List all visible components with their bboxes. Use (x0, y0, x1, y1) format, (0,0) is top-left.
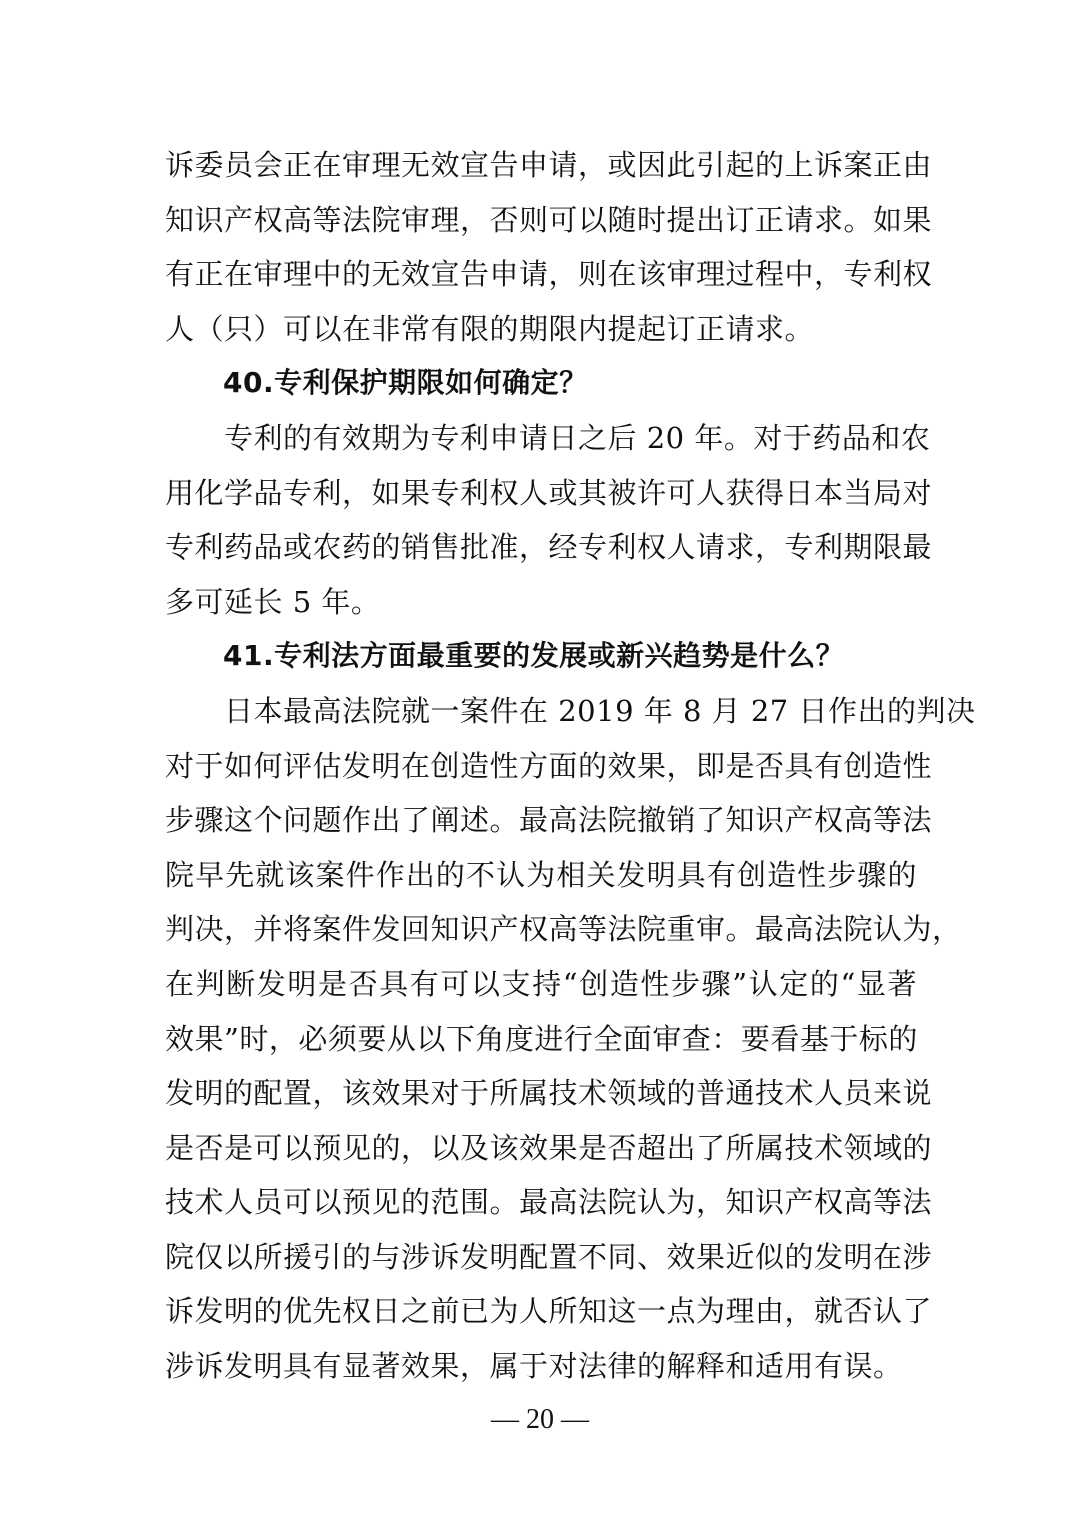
text-line: 日本最高法院就一案件在 2019 年 8 月 27 日作出的判决 (165, 693, 976, 728)
section-heading-41: 41.专利法方面最重要的发展或新兴趋势是什么？ (223, 639, 845, 673)
paragraph-1 (165, 138, 933, 356)
page-number: — 20 — (491, 1404, 589, 1435)
text-line: 人（只）可以在非常有限的期限内提起订正请求。 (165, 311, 815, 346)
text-line: 专利的有效期为专利申请日之后 20 年。对于药品和农 (165, 420, 931, 455)
text-line: 用化学品专利，如果专利权人或其被许可人获得日本当局对 (165, 475, 933, 510)
text-line: 专利药品或农药的销售批准，经专利权人请求，专利期限最 (165, 530, 933, 565)
paragraph-40-answer (165, 411, 933, 629)
text-line: 发明的配置，该效果对于所属技术领域的普通技术人员来说 (165, 1076, 933, 1111)
text-line: 诉发明的优先权日之前已为人所知这一点为理由，就否认了 (165, 1294, 933, 1329)
text-line: 诉委员会正在审理无效宣告申请，或因此引起的上诉案正由 (165, 148, 933, 182)
section-heading-40: 40.专利保护期限如何确定？ (223, 366, 588, 400)
text-line: 涉诉发明具有显著效果，属于对法律的解释和适用有误。 (165, 1349, 903, 1384)
text-line: 知识产权高等法院审理，否则可以随时提出订正请求。如果 (165, 202, 933, 237)
text-line: 院仅以所援引的与涉诉发明配置不同、效果近似的发明在涉 (165, 1239, 933, 1274)
text-line: 对于如何评估发明在创造性方面的效果，即是否具有创造性 (165, 748, 933, 783)
text-line: 步骤这个问题作出了阐述。最高法院撤销了知识产权高等法 (165, 803, 933, 838)
text-line: 判决，并将案件发回知识产权高等法院重审。最高法院认为， (165, 912, 962, 947)
text-line: 在判断发明是否具有可以支持“创造性步骤”认定的“显著 (165, 966, 917, 1001)
text-line: 有正在审理中的无效宣告申请，则在该审理过程中，专利权 (165, 257, 933, 292)
text-line: 多可延长 5 年。 (165, 584, 381, 619)
paragraph-41-answer (165, 684, 976, 1394)
text-line: 效果”时，必须要从以下角度进行全面审查：要看基于标的 (165, 1021, 918, 1056)
text-line: 技术人员可以预见的范围。最高法院认为，知识产权高等法 (165, 1185, 933, 1220)
text-line: 院早先就该案件作出的不认为相关发明具有创造性步骤的 (165, 857, 917, 892)
document-body (165, 138, 976, 1394)
text-line: 是否是可以预见的，以及该效果是否超出了所属技术领域的 (165, 1130, 933, 1165)
